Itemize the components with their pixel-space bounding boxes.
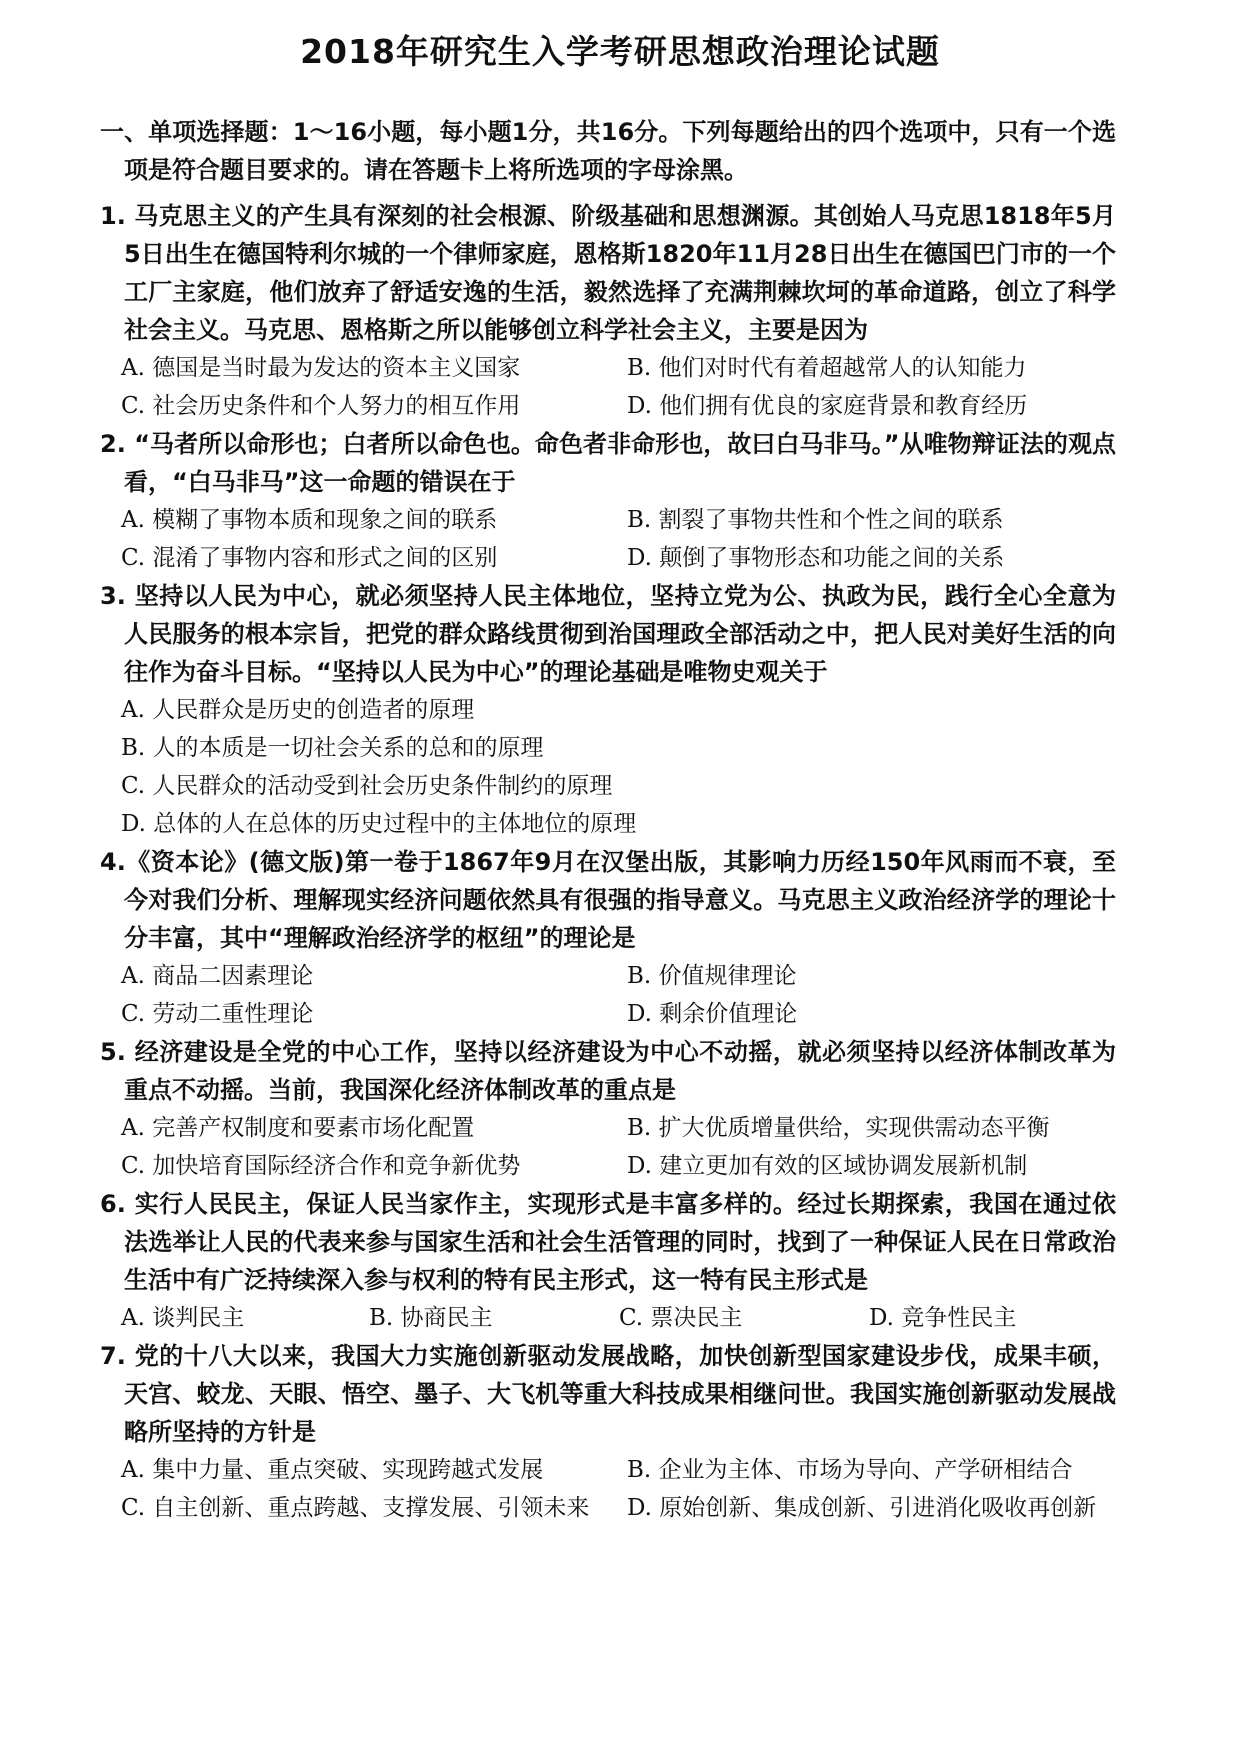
options [100, 349, 1116, 425]
question-text: 4.《资本论》(德文版)第一卷于1867年9月在汉堡出版，其影响力历经150年风雨而不衰，至今对我们分析、理解现实经济问题依然具有很强的指导意义。马克思主义政治经济学的理论十分丰富，其中“理解政治经济学的枢纽”的理论是 [100, 848, 1116, 952]
option-a: A. 人民群众是历史的创造者的原理 [121, 697, 475, 723]
option-b: B. 他们对时代有着超越常人的认知能力 [627, 355, 1027, 381]
options [100, 1299, 1116, 1337]
exam-title: 2018年研究生入学考研思想政治理论试题 [300, 32, 940, 71]
options [100, 957, 1116, 1033]
option-c: C. 劳动二重性理论 [121, 1001, 314, 1027]
option-d: D. 他们拥有优良的家庭背景和教育经历 [627, 393, 1028, 419]
question-text: 3. 坚持以人民为中心，就必须坚持人民主体地位，坚持立党为公、执政为民，践行全心全意为人民服务的根本宗旨，把党的群众路线贯彻到治国理政全部活动之中，把人民对美好生活的向往作为奋斗目标。“坚持以人民为中心”的理论基础是唯物史观关于 [100, 582, 1116, 686]
question-text: 6. 实行人民民主，保证人民当家作主，实现形式是丰富多样的。经过长期探索，我国在通过依法选举让人民的代表来参与国家生活和社会生活管理的同时，找到了一种保证人民在日常政治生活中有广泛持续深入参与权利的特有民主形式，这一特有民主形式是 [100, 1190, 1116, 1294]
option-a: A. 谈判民主 [121, 1305, 245, 1331]
question-4 [100, 843, 1116, 1033]
option-c: C. 自主创新、重点跨越、支撑发展、引领未来 [121, 1495, 590, 1521]
option-a: A. 完善产权制度和要素市场化配置 [121, 1115, 475, 1141]
option-d: D. 原始创新、集成创新、引进消化吸收再创新 [627, 1495, 1097, 1521]
question-text: 2. “马者所以命形也；白者所以命色也。命色者非命形也，故曰白马非马。”从唯物辩证法的观点看，“白马非马”这一命题的错误在于 [100, 430, 1116, 496]
question-3 [100, 577, 1116, 843]
option-a: A. 集中力量、重点突破、实现跨越式发展 [121, 1457, 544, 1483]
question-text: 7. 党的十八大以来，我国大力实施创新驱动发展战略，加快创新型国家建设步伐，成果丰硕，天宫、蛟龙、天眼、悟空、墨子、大飞机等重大科技成果相继问世。我国实施创新驱动发展战略所坚持的方针是 [100, 1342, 1116, 1446]
option-c: C. 社会历史条件和个人努力的相互作用 [121, 393, 521, 419]
option-d: D. 颠倒了事物形态和功能之间的关系 [627, 545, 1005, 571]
options [100, 1451, 1116, 1527]
option-b: B. 企业为主体、市场为导向、产学研相结合 [627, 1457, 1073, 1483]
question-2 [100, 425, 1116, 577]
option-d: D. 剩余价值理论 [627, 1001, 798, 1027]
question-text: 1. 马克思主义的产生具有深刻的社会根源、阶级基础和思想渊源。其创始人马克思1818年5月5日出生在德国特利尔城的一个律师家庭，恩格斯1820年11月28日出生在德国巴门市的一个工厂主家庭，他们放弃了舒适安逸的生活，毅然选择了充满荆棘坎坷的革命道路，创立了科学社会主义。马克思、恩格斯之所以能够创立科学社会主义，主要是因为 [100, 202, 1116, 344]
option-d: D. 总体的人在总体的历史过程中的主体地位的原理 [121, 811, 637, 837]
option-b: B. 人的本质是一切社会关系的总和的原理 [121, 735, 544, 761]
option-c: C. 人民群众的活动受到社会历史条件制约的原理 [121, 773, 613, 799]
option-c: C. 票决民主 [619, 1305, 743, 1331]
option-b: B. 扩大优质增量供给，实现供需动态平衡 [627, 1115, 1050, 1141]
exam-body [100, 113, 1116, 1527]
option-d: D. 竞争性民主 [869, 1305, 1017, 1331]
option-a: A. 模糊了事物本质和现象之间的联系 [121, 507, 498, 533]
option-b: B. 协商民主 [369, 1305, 493, 1331]
option-a: A. 德国是当时最为发达的资本主义国家 [121, 355, 521, 381]
options [100, 1109, 1116, 1185]
question-6 [100, 1185, 1116, 1337]
section-instructions: 一、单项选择题：1～16小题，每小题1分，共16分。下列每题给出的四个选项中，只有一个选项是符合题目要求的。请在答题卡上将所选项的字母涂黑。 [100, 118, 1116, 184]
question-5 [100, 1033, 1116, 1185]
option-b: B. 价值规律理论 [627, 963, 797, 989]
option-b: B. 割裂了事物共性和个性之间的联系 [627, 507, 1004, 533]
option-d: D. 建立更加有效的区域协调发展新机制 [627, 1153, 1028, 1179]
question-1 [100, 197, 1116, 425]
question-text: 5. 经济建设是全党的中心工作，坚持以经济建设为中心不动摇，就必须坚持以经济体制改革为重点不动摇。当前，我国深化经济体制改革的重点是 [100, 1038, 1116, 1104]
options [100, 501, 1116, 577]
option-a: A. 商品二因素理论 [121, 963, 314, 989]
options [100, 691, 1116, 843]
question-7 [100, 1337, 1116, 1527]
option-c: C. 加快培育国际经济合作和竞争新优势 [121, 1153, 521, 1179]
option-c: C. 混淆了事物内容和形式之间的区别 [121, 545, 498, 571]
question-list [100, 197, 1116, 1527]
